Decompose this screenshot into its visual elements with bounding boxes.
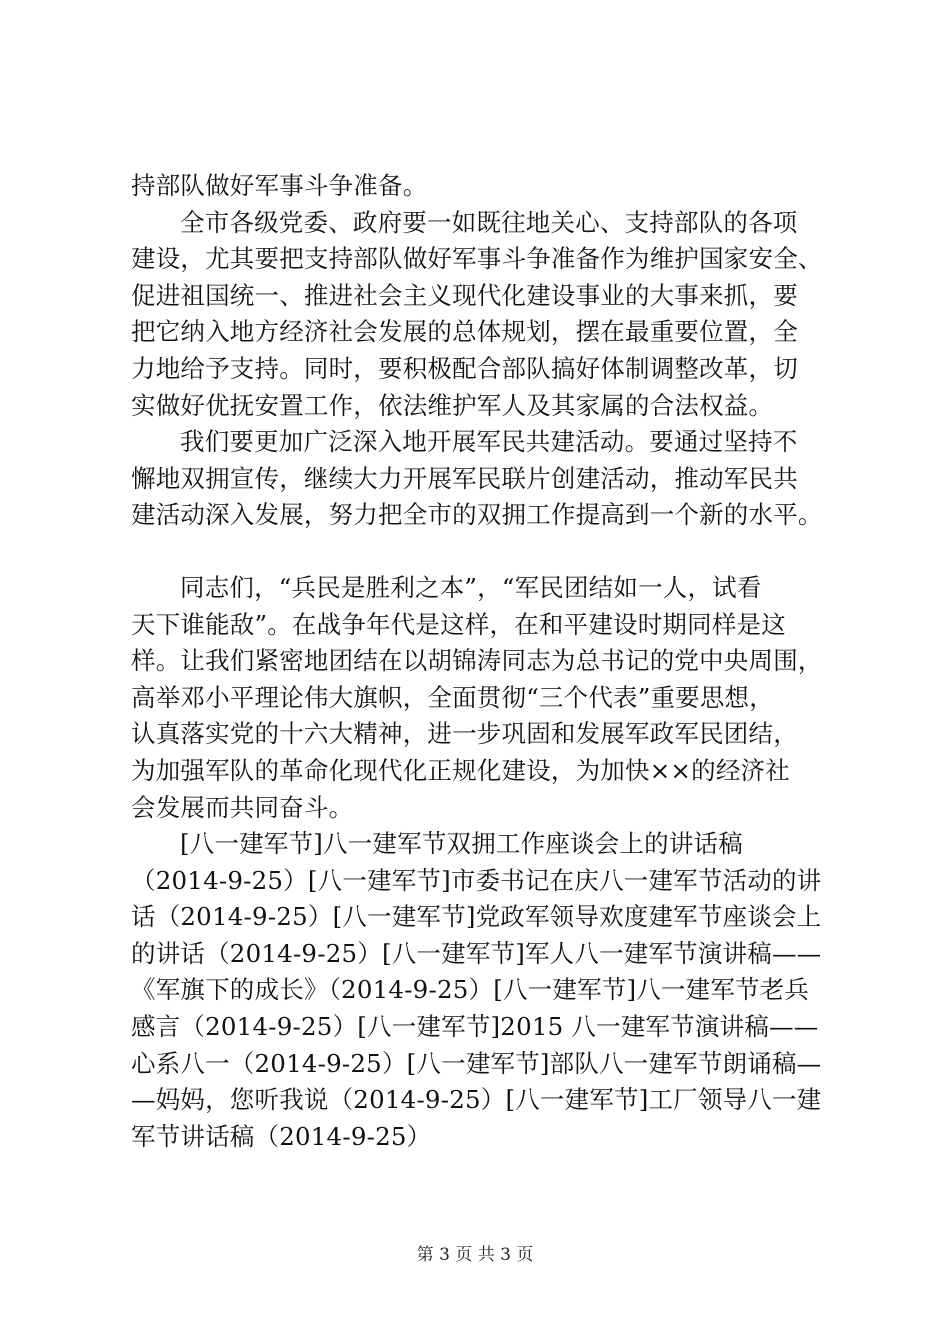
text-line: 话（2014-9-25）[八一建军节]党政军领导欢度建军节座谈会上 (131, 902, 822, 932)
text-line: 把它纳入地方经济社会发展的总体规划，摆在最重要位置，全 (131, 317, 798, 347)
text-line: 认真落实党的十六大精神，进一步巩固和发展军政军民团结， (131, 719, 798, 749)
text-line: 的讲话（2014-9-25）[八一建军节]军人八一建军节演讲稿—— (131, 938, 822, 968)
text-line: 天下谁能敌”。在战争年代是这样，在和平建设时期同样是这 (131, 609, 786, 639)
text-line: 样。让我们紧密地团结在以胡锦涛同志为总书记的党中央周围， (131, 646, 823, 676)
text-line: 心系八一（2014-9-25）[八一建军节]部队八一建军节朗诵稿— (131, 1048, 822, 1078)
document-body (131, 168, 831, 1155)
text-line: （2014-9-25）[八一建军节]市委书记在庆八一建军节活动的讲 (131, 865, 822, 895)
text-line: [八一建军节]八一建军节双拥工作座谈会上的讲话稿 (180, 829, 743, 859)
paragraph-spacer (131, 534, 831, 570)
text-line: 为加强军队的革命化现代化正规化建设，为加快××的经济社 (131, 755, 790, 785)
text-line: 同志们，“兵民是胜利之本”，“军民团结如一人，试看 (180, 572, 762, 602)
text-line: 会发展而共同奋斗。 (131, 792, 354, 822)
text-line: 建设，尤其要把支持部队做好军事斗争准备作为维护国家安全、 (131, 244, 823, 274)
text-line: 力地给予支持。同时，要积极配合部队搞好体制调整改革，切 (131, 353, 798, 383)
text-line: 感言（2014-9-25）[八一建军节]2015 八一建军节演讲稿—— (131, 1012, 819, 1042)
text-line: 《军旗下的成长》（2014-9-25）[八一建军节]八一建军节老兵 (131, 975, 810, 1005)
text-line: 实做好优抚安置工作，依法维护军人及其家属的合法权益。 (131, 390, 774, 420)
page-footer (0, 1244, 950, 1266)
text-line: —妈妈，您听我说（2014-9-25）[八一建军节]工厂领导八一建 (131, 1085, 822, 1115)
text-line: 懈地双拥宣传，继续大力开展军民联片创建活动，推动军民共 (131, 463, 798, 493)
text-line: 建活动深入发展，努力把全市的双拥工作提高到一个新的水平。 (131, 500, 823, 530)
text-line: 全市各级党委、政府要一如既往地关心、支持部队的各项 (180, 207, 798, 237)
text-line: 我们要更加广泛深入地开展军民共建活动。要通过坚持不 (180, 427, 798, 457)
text-line: 军节讲话稿（2014-9-25） (131, 1121, 432, 1151)
text-line: 促进祖国统一、推进社会主义现代化建设事业的大事来抓，要 (131, 280, 798, 310)
text-line: 持部队做好军事斗争准备。 (131, 171, 428, 200)
text-line: 高举邓小平理论伟大旗帜，全面贯彻“三个代表”重要思想， (131, 682, 774, 712)
page-number-label: 第 3 页 共 3 页 (416, 1245, 534, 1265)
